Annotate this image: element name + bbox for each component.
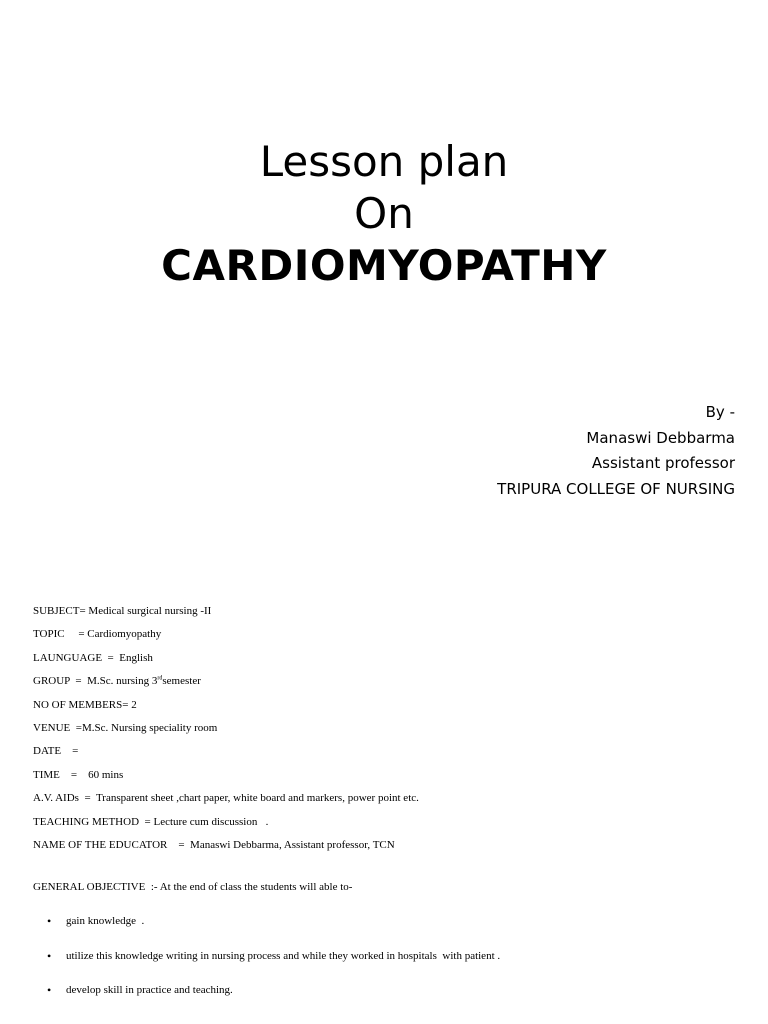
detail-language: LAUNGUAGE = English — [33, 651, 153, 664]
author-block — [497, 400, 735, 502]
detail-subject: SUBJECT= Medical surgical nursing -II — [33, 605, 212, 617]
bullet-icon: • — [47, 914, 52, 928]
bullet-icon: • — [47, 948, 52, 963]
detail-topic: TOPIC = Cardiomyopathy — [33, 628, 162, 641]
objective-text: develop skill in practice and teaching. — [66, 984, 233, 996]
author-name: Manaswi Debbarma — [586, 428, 735, 447]
list-item — [47, 948, 500, 983]
title-block — [0, 136, 768, 292]
objectives-list — [47, 913, 500, 1017]
title-topic: CARDIOMYOPATHY — [161, 241, 607, 290]
detail-members: NO OF MEMBERS= 2 — [33, 698, 137, 711]
general-objective: GENERAL OBJECTIVE :- At the end of class the students will able to- — [33, 881, 353, 893]
author-institution: TRIPURA COLLEGE OF NURSING — [497, 479, 735, 498]
detail-venue: VENUE =M.Sc. Nursing speciality room — [33, 721, 218, 734]
list-item — [47, 982, 500, 1017]
detail-educator: NAME OF THE EDUCATOR = Manaswi Debbarma, Assistant professor, TCN — [33, 838, 395, 851]
author-role: Assistant professor — [591, 454, 735, 472]
objective-text: gain knowledge . — [66, 915, 145, 927]
objective-text: utilize this knowledge writing in nursing process and while they worked in hospitals with patient . — [66, 949, 501, 962]
author-by: By - — [705, 403, 735, 421]
detail-group-suffix: semester — [162, 675, 201, 688]
title-lesson-plan: Lesson plan — [259, 137, 509, 186]
detail-teaching-method: TEACHING METHOD = Lecture cum discussion . — [33, 815, 269, 828]
detail-group — [33, 673, 419, 696]
detail-group-prefix: GROUP = M.Sc. nursing 3 — [33, 675, 158, 688]
detail-av-aids: A.V. AIDs = Transparent sheet ,chart paper, white board and markers, power point etc. — [33, 792, 419, 805]
detail-group-ordinal: rd — [157, 675, 163, 682]
list-item — [47, 913, 500, 948]
bullet-icon: • — [47, 983, 52, 997]
detail-time: TIME = 60 mins — [33, 768, 124, 781]
title-on: On — [354, 189, 414, 238]
detail-date: DATE = — [33, 745, 79, 758]
lesson-details — [33, 603, 419, 860]
